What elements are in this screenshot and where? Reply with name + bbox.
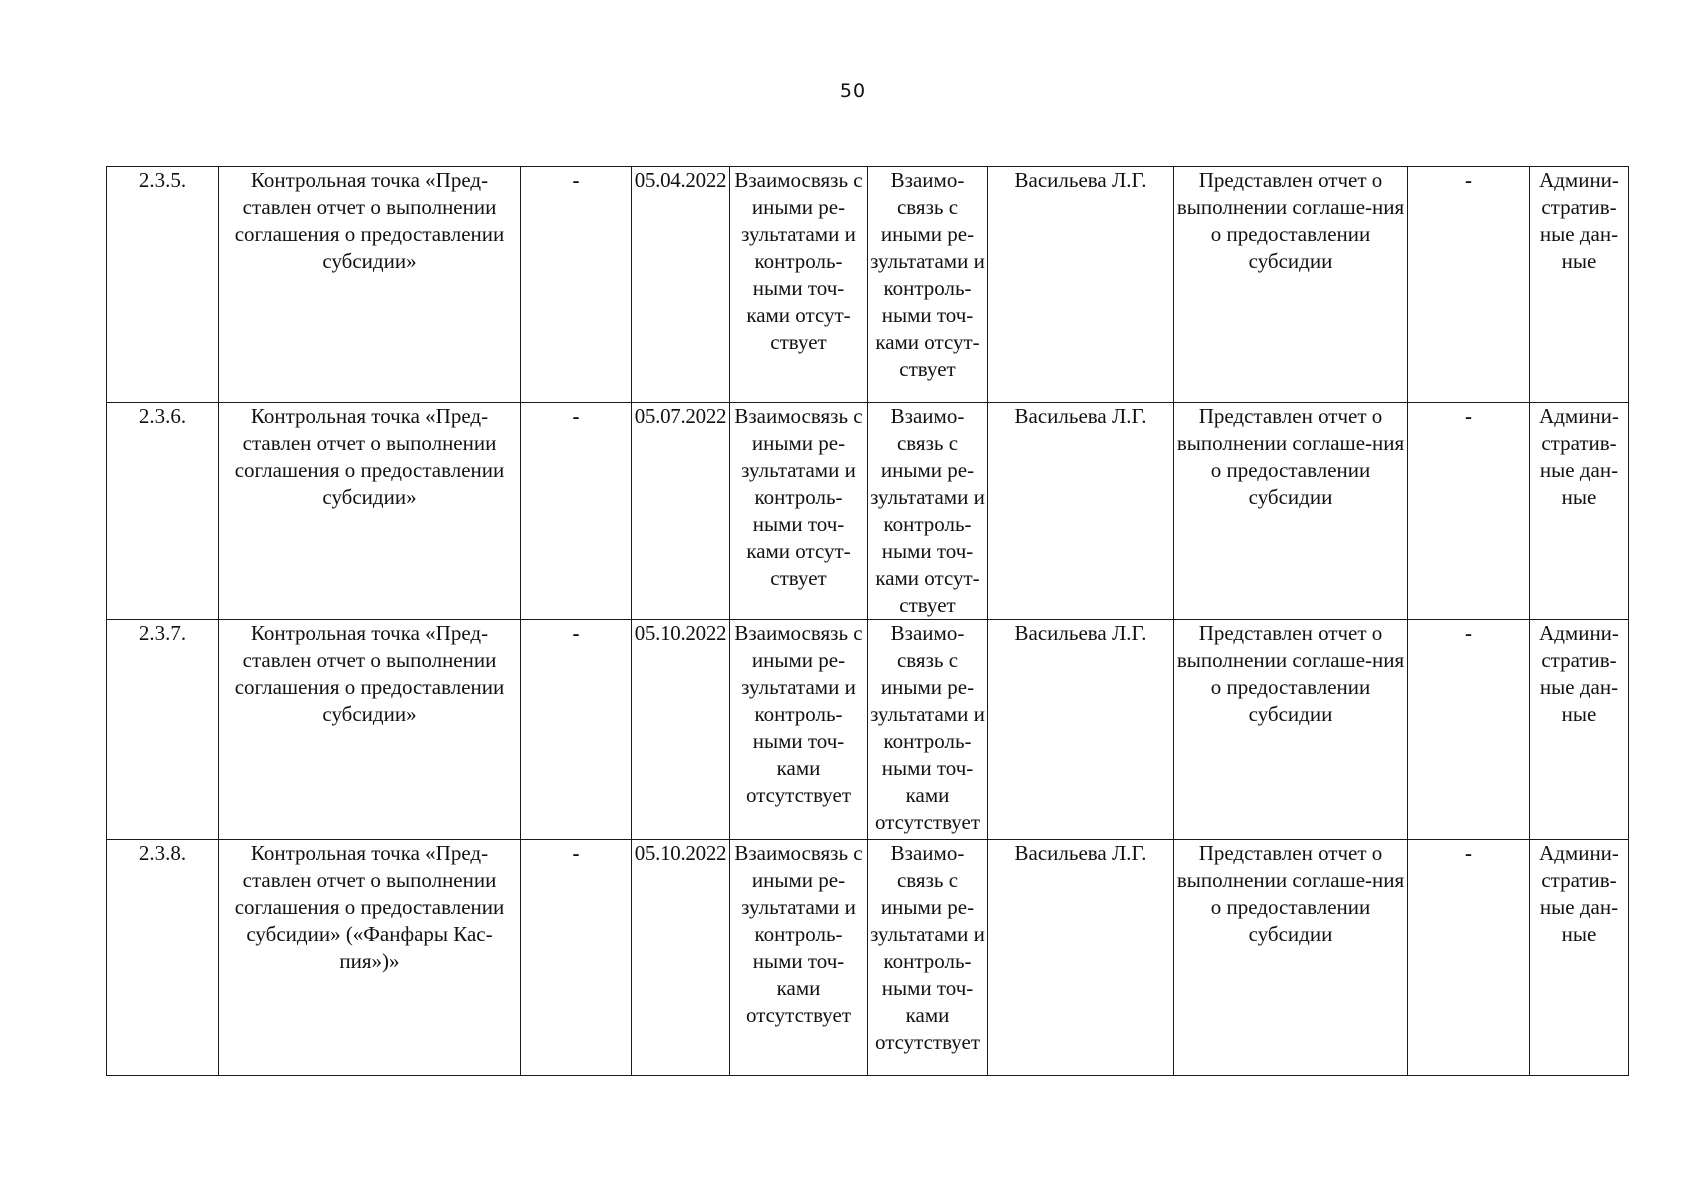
end-date: 05.10.2022	[632, 840, 730, 1076]
control-point-name: Контрольная точка «Пред-ставлен отчет о выполнении соглашения о предоставлении субсидии» («Фанфары Кас-пия»)»	[219, 840, 521, 1076]
end-date: 05.07.2022	[632, 403, 730, 620]
predecessor-relation: Взаимосвязь с иными ре-зультатами и контроль-ными точ-ками отсут-ствует	[730, 403, 868, 620]
row-number: 2.3.6.	[107, 403, 219, 620]
start-date: -	[521, 620, 632, 840]
result-description: Представлен отчет о выполнении соглаше-ния о предоставлении субсидии	[1174, 167, 1408, 403]
control-points-table	[106, 166, 1629, 1076]
end-date: 05.04.2022	[632, 167, 730, 403]
info-system: -	[1408, 167, 1530, 403]
start-date: -	[521, 167, 632, 403]
result-description: Представлен отчет о выполнении соглаше-ния о предоставлении субсидии	[1174, 403, 1408, 620]
data-source: Админи-стратив-ные дан-ные	[1530, 840, 1629, 1076]
start-date: -	[521, 403, 632, 620]
successor-relation: Взаимо-связь с иными ре-зультатами и контроль-ными точ-ками отсут-ствует	[868, 403, 988, 620]
control-point-name: Контрольная точка «Пред-ставлен отчет о выполнении соглашения о предоставлении субсидии»	[219, 403, 521, 620]
successor-relation: Взаимо-связь с иными ре-зультатами и контроль-ными точ-ками отсутствует	[868, 840, 988, 1076]
responsible-person: Васильева Л.Г.	[988, 840, 1174, 1076]
predecessor-relation: Взаимосвязь с иными ре-зультатами и контроль-ными точ-ками отсут-ствует	[730, 167, 868, 403]
info-system: -	[1408, 840, 1530, 1076]
table-row	[107, 167, 1629, 403]
row-number: 2.3.7.	[107, 620, 219, 840]
data-source: Админи-стратив-ные дан-ные	[1530, 167, 1629, 403]
responsible-person: Васильева Л.Г.	[988, 620, 1174, 840]
responsible-person: Васильева Л.Г.	[988, 167, 1174, 403]
row-number: 2.3.8.	[107, 840, 219, 1076]
successor-relation: Взаимо-связь с иными ре-зультатами и контроль-ными точ-ками отсут-ствует	[868, 167, 988, 403]
table-row	[107, 840, 1629, 1076]
data-source: Админи-стратив-ные дан-ные	[1530, 403, 1629, 620]
info-system: -	[1408, 620, 1530, 840]
end-date: 05.10.2022	[632, 620, 730, 840]
page-number: 50	[839, 80, 867, 102]
responsible-person: Васильева Л.Г.	[988, 403, 1174, 620]
control-point-name: Контрольная точка «Пред-ставлен отчет о выполнении соглашения о предоставлении субсидии»	[219, 620, 521, 840]
result-description: Представлен отчет о выполнении соглаше-ния о предоставлении субсидии	[1174, 840, 1408, 1076]
predecessor-relation: Взаимосвязь с иными ре-зультатами и контроль-ными точ-ками отсутствует	[730, 840, 868, 1076]
result-description: Представлен отчет о выполнении соглаше-ния о предоставлении субсидии	[1174, 620, 1408, 840]
predecessor-relation: Взаимосвязь с иными ре-зультатами и контроль-ными точ-ками отсутствует	[730, 620, 868, 840]
row-number: 2.3.5.	[107, 167, 219, 403]
successor-relation: Взаимо-связь с иными ре-зультатами и контроль-ными точ-ками отсутствует	[868, 620, 988, 840]
info-system: -	[1408, 403, 1530, 620]
table-row	[107, 620, 1629, 840]
data-source: Админи-стратив-ные дан-ные	[1530, 620, 1629, 840]
table-row	[107, 403, 1629, 620]
control-point-name: Контрольная точка «Пред-ставлен отчет о выполнении соглашения о предоставлении субсидии»	[219, 167, 521, 403]
start-date: -	[521, 840, 632, 1076]
